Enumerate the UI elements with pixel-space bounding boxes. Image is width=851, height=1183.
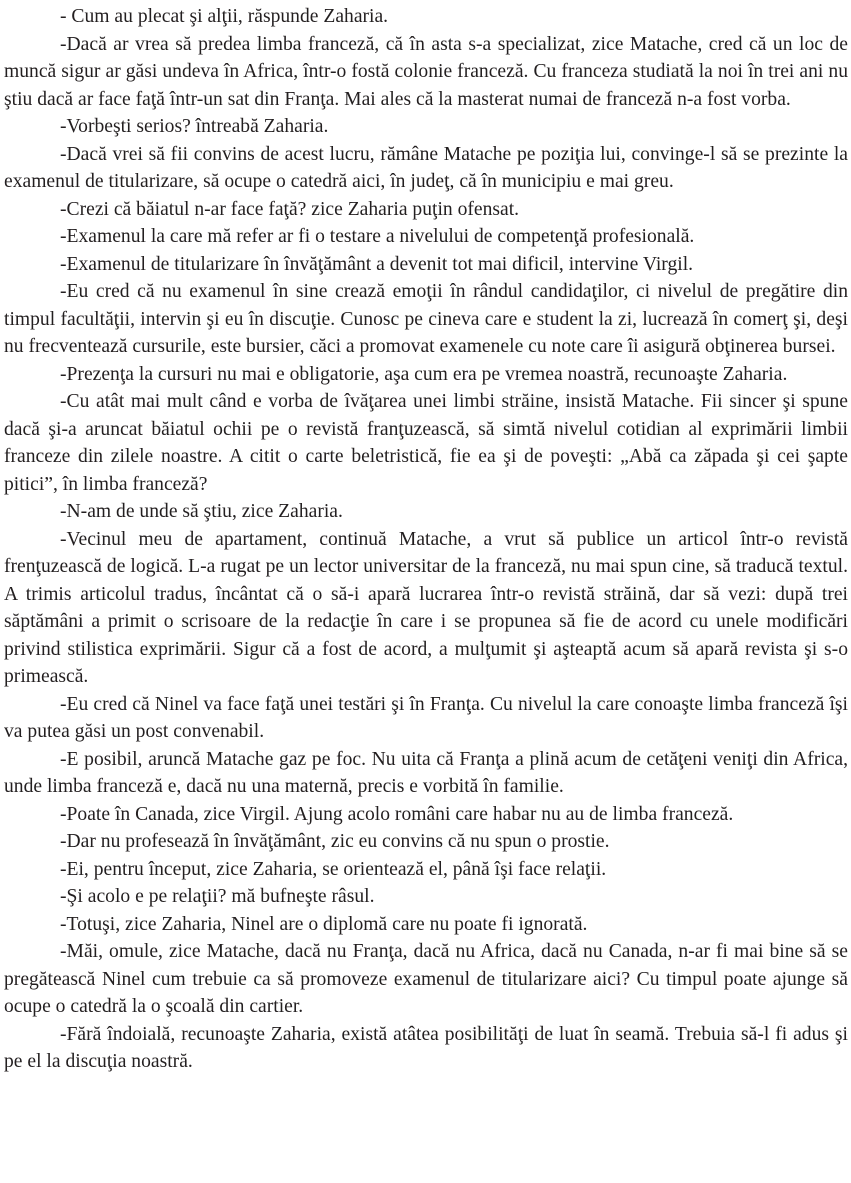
paragraph: -Prezenţa la cursuri nu mai e obligatorie, aşa cum era pe vremea noastră, recunoaşte Zaharia. [60,363,788,385]
paragraph: -Cu atât mai mult când e vorba de îvăţarea unei limbi străine, insistă Matache. Fii sincer şi spune dacă şi-a aruncat băiatul ochii pe o revistă franţuzească, să simtă nivelul cotidian al exprimării limbii franceze din zilele noastre. A citit o carte beletristică, fie ea şi de poveşti: „Abă ca zăpada şi cei şapte pitici”, în limba franceză? [4,391,848,495]
paragraph: -Crezi că băiatul n-ar face faţă? zice Zaharia puţin ofensat. [60,198,520,220]
paragraph: -Dacă ar vrea să predea limba franceză, că în asta s-a specializat, zice Matache, cred că un loc de muncă sigur ar găsi undeva în Africa, într-o fostă colonie franceză. Cu franceza studiată la noi în trei ani nu ştiu dacă ar face faţă într-un sat din Franţa. Mai ales că la masterat numai de franceză n-a fost vorba. [4,33,848,110]
paragraph: -Examenul de titularizare în învăţământ a devenit tot mai dificil, intervine Virgil. [60,253,694,275]
paragraph: -Vorbeşti serios? întreabă Zaharia. [60,116,329,137]
paragraph: -Fără îndoială, recunoaşte Zaharia, există atâtea posibilităţi de luat în seamă. Trebuia să-l fi adus şi pe el la discuţia noastră. [4,1023,848,1072]
paragraph: -Eu cred că nu examenul în sine crează emoţii în rândul candidaţilor, ci nivelul de pregătire din timpul facultăţii, intervin şi eu în discuţie. Cunosc pe cineva care e student la zi, lucrează în comerţ şi, deşi nu frecventează cursurile, este bursier, căci a promovat examenele cu note care îi asigură obţinerea bursei. [4,281,848,357]
paragraph: -E posibil, aruncă Matache gaz pe foc. Nu uita că Franţa a plină acum de cetăţeni veniţi din Africa, unde limba franceză e, dacă nu una maternă, precis e vorbită în familie. [4,748,848,797]
paragraph: -Măi, omule, zice Matache, dacă nu Franţa, dacă nu Africa, dacă nu Canada, n-ar fi mai bine să se pregătească Ninel cum trebuie ca să promoveze examenul de titularizare aici? Cu timpul poate ajunge să ocupe o catedră la o şcoală din cartier. [4,941,848,1017]
paragraph: -Examenul la care mă refer ar fi o testare a nivelului de competenţă profesională. [60,226,695,247]
paragraph: -N-am de unde să ştiu, zice Zaharia. [60,501,343,522]
paragraph: -Eu cred că Ninel va face faţă unei testări şi în Franţa. Cu nivelul la care conoaşte limba franceză îşi va putea găsi un post convenabil. [4,693,848,742]
paragraph: -Ei, pentru început, zice Zaharia, se orientează el, până îşi face relaţii. [60,858,607,880]
paragraph: -Totuşi, zice Zaharia, Ninel are o diplomă care nu poate fi ignorată. [60,913,588,935]
paragraph: -Poate în Canada, zice Virgil. Ajung acolo români care habar nu au de limba franceză. [60,803,734,825]
document-page [4,3,848,1076]
paragraph: - Cum au plecat şi alţii, răspunde Zaharia. [60,6,389,27]
paragraph: -Dacă vrei să fii convins de acest lucru, rămâne Matache pe poziţia lui, convinge-l să se prezinte la examenul de titularizare, să ocupe o catedră aici, în judeţ, că în municipiu e mai greu. [4,143,848,192]
paragraph: -Dar nu profesează în învăţământ, zic eu convins că nu spun o prostie. [60,831,610,852]
paragraph: -Şi acolo e pe relaţii? mă bufneşte râsul. [60,886,375,907]
paragraph: -Vecinul meu de apartament, continuă Matache, a vrut să publice un articol într-o revistă frenţuzească de logică. L-a rugat pe un lector universitar de la franceză, nu mai spun cine, să traducă textul. A trimis articolul tradus, încântat că o să-i apară lucrarea într-o revistă străină, dar să vezi: după trei săptămâni a primit o scrisoare de la redacţie în care i se propunea să fie de acord cu unele modificări privind stilistica exprimării. Sigur că a fost de acord, a mulţumit şi aşteaptă acum să apară revista şi s-o primească. [4,528,848,687]
